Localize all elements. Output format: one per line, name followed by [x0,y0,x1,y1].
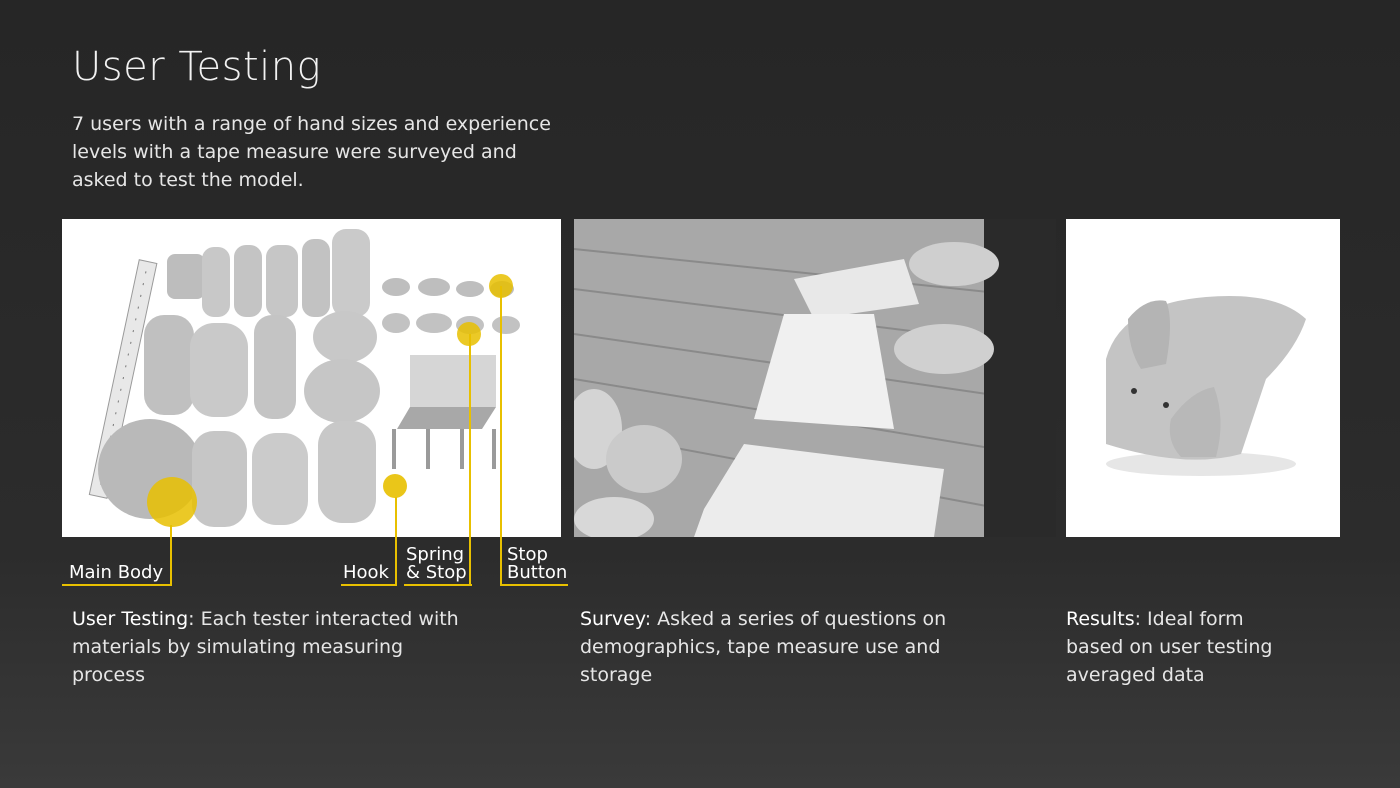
main-body-leader [170,525,172,586]
hook-leader [395,497,397,586]
caption-results [1066,605,1296,689]
spring-stop-underline [404,584,472,586]
caption-survey [580,605,960,689]
label-hook: Hook [343,562,389,583]
caption-results-heading: Results [1066,608,1135,630]
stop-button-underline [500,584,568,586]
label-stop-button-1: Stop [507,544,548,565]
stop-button-leader [500,286,502,586]
spring-stop-leader [469,334,471,586]
caption-user-testing [72,605,462,689]
label-spring-stop-1: Spring [406,544,465,565]
main-body-underline [62,584,172,586]
caption-survey-sep: : [644,608,652,630]
caption-survey-body: Asked a series of questions on demographics, tape measure use and storage [580,608,947,686]
result-model-photo [1066,219,1340,537]
label-spring-stop-2: & Stop [406,562,467,583]
caption-results-sep: : [1134,608,1142,630]
caption-user-testing-sep: : [188,608,195,630]
intro-text: 7 users with a range of hand sizes and experience levels with a tape measure were surveyed and asked to test the model. [72,113,551,191]
caption-user-testing-body: Each tester interacted with materials by simulating measuring process [72,608,459,686]
hook-underline [341,584,397,586]
caption-results-body: Ideal form based on user testing averaged data [1066,608,1273,686]
page-title: User Testing [72,44,322,90]
label-stop-button-2: Button [507,562,568,583]
caption-user-testing-heading: User Testing [72,608,189,630]
label-main-body: Main Body [69,562,164,583]
caption-survey-heading: Survey [580,608,645,630]
prototype-parts-photo [62,219,561,537]
survey-photo [574,219,1056,537]
